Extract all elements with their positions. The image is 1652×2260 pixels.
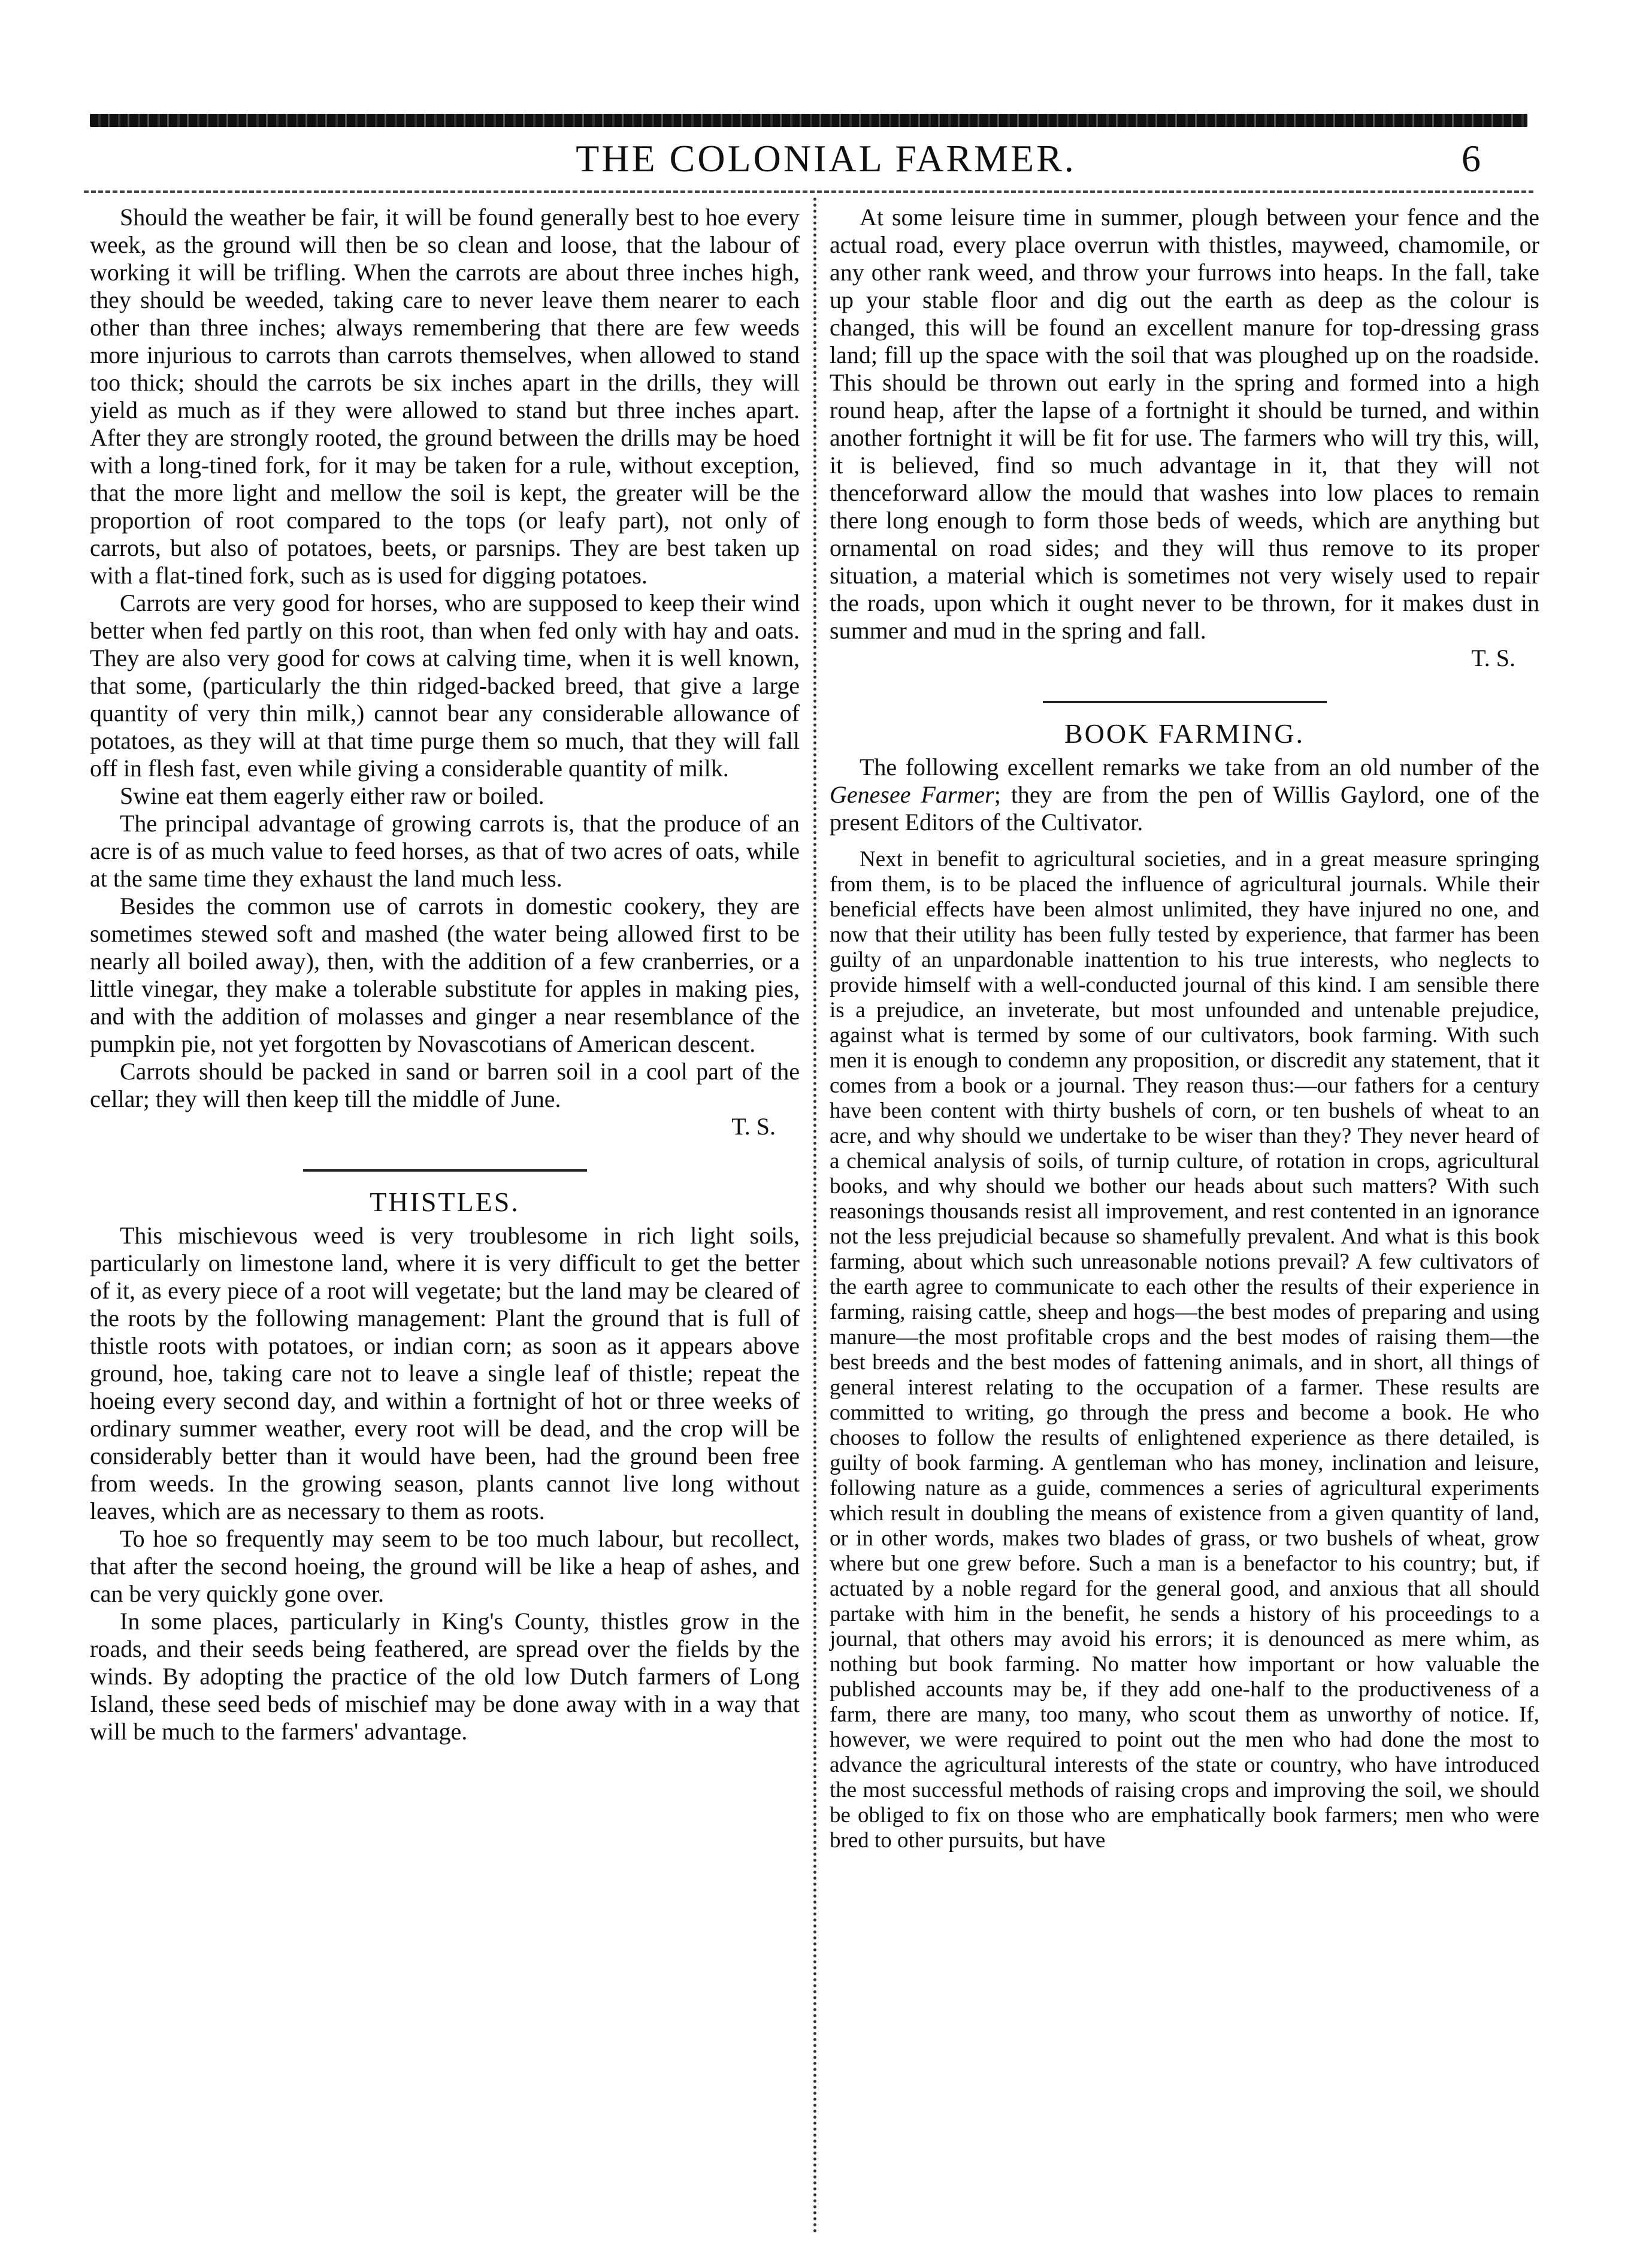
- thistles-article: [90, 1188, 800, 1745]
- carrots-article: [90, 204, 800, 1140]
- paragraph: In some places, particularly in King's County, thistles grow in the roads, and their seeds being feathered, are spread over the fields by the winds. By adopting the practice of the old low Dutch farmers of Long Island, these seed beds of mischief may be done away with in a way that will be much to the farmers' advantage.: [90, 1608, 800, 1745]
- publication-name: Genesee Farmer: [830, 781, 994, 808]
- section-heading: BOOK FARMING.: [1064, 718, 1305, 749]
- header-divider: [84, 190, 1533, 193]
- intro-text: The following excellent remarks we take from an old number of the: [860, 754, 1539, 780]
- section-separator: [1043, 701, 1327, 703]
- right-column: [830, 204, 1539, 1853]
- paragraph: This mischievous weed is very troublesome in rich light soils, particularly on limestone land, where it is very difficult to get the better of it, as every piece of a root will vegetate; but the land may be cleared of the roots by the following management: Plant the ground that is full of thistle roots with potatoes, or indian corn; as soon as it appears above ground, hoe, taking care not to leave a single leaf of thistle; repeat the hoeing every second day, and within a fortnight of hot or three weeks of ordinary summer weather, every root will be dead, and the crop will be considerably better than it would have been, had the ground been free from weeds. In the growing season, plants cannot live long without leaves, which are as necessary to them as roots.: [90, 1222, 800, 1524]
- column-divider: [813, 198, 816, 2234]
- section-heading: THISTLES.: [370, 1187, 520, 1217]
- paragraph: Should the weather be fair, it will be found generally best to hoe every week, as the ground will then be so clean and loose, that the labour of working it will be trifling. When the carrots are about three inches high, they should be weeded, taking care to never leave them nearer to each other than three inches; always remembering that there are few weeds more injurious to carrots than carrots themselves, when allowed to stand too thick; should the carrots be six inches apart in the drills, they will yield as much as if they were allowed to stand but three inches apart. After they are strongly rooted, the ground between the drills may be hoed with a long-tined fork, for it may be taken for a rule, without exception, that the more light and mellow the soil is kept, the greater will be the proportion of root compared to the tops (or leafy part), not only of carrots, but also of potatoes, beets, or parsnips. They are best taken up with a flat-tined fork, such as is used for digging potatoes.: [90, 204, 800, 589]
- paragraph: At some leisure time in summer, plough between your fence and the actual road, every place overrun with thistles, mayweed, chamomile, or any other rank weed, and throw your furrows into heaps. In the fall, take up your stable floor and dig out the earth as deep as the colour is changed, this will be found an excellent manure for top-dressing grass land; fill up the space with the soil that was ploughed up on the roadside. This should be thrown out early in the spring and formed into a high round heap, after the lapse of a fortnight it should be turned, and within another fortnight it will be fit for use. The farmers who will try this, will, it is believed, find so much advantage in it, that they will not thenceforward allow the mould that washes into low places to remain there long enough to form those beds of weeds, which are anything but ornamental on road sides; and they will thus remove to its proper situation, a material which is sometimes not very wisely used to repair the roads, upon which it ought never to be thrown, for it makes dust in summer and mud in the spring and fall.: [830, 204, 1539, 644]
- paragraph: The principal advantage of growing carrots is, that the produce of an acre is of as much value to feed horses, as that of two acres of oats, while at the same time they exhaust the land much less.: [90, 810, 800, 892]
- thistles-continued: [830, 204, 1539, 672]
- left-column: [90, 204, 800, 1745]
- paragraph: To hoe so frequently may seem to be too much labour, but recollect, that after the second hoeing, the ground will be like a heap of ashes, and can be very quickly gone over.: [90, 1525, 800, 1607]
- intro-text: ; they are from the pen of Willis Gaylord, one of the present Editors of the Cultivator.: [830, 781, 1540, 836]
- paragraph: Carrots should be packed in sand or barren soil in a cool part of the cellar; they will then keep till the middle of June.: [90, 1058, 800, 1112]
- author-signature: T. S.: [1471, 645, 1515, 671]
- header-decorative-rule: [90, 114, 1527, 127]
- page-number: 6: [1462, 137, 1481, 180]
- paragraph: Besides the common use of carrots in domestic cookery, they are sometimes stewed soft and mashed (the water being allowed first to be nearly all boiled away), then, with the addition of a few cranberries, or a little vinegar, they make a tolerable substitute for apples in making pies, and with the addition of molasses and ginger a near resemblance of the pumpkin pie, not yet forgotten by Novascotians of American descent.: [90, 892, 800, 1057]
- article-body: Next in benefit to agricultural societies, and in a great measure springing from them, is to be placed the influence of agricultural journals. While their beneficial effects have been almost unlimited, they have injured no one, and now that their utility has been fully tested by experience, that farmer has been guilty of an unpardonable inattention to his true interests, who neglects to provide himself with a well-conducted journal of this kind. I am sensible there is a prejudice, an inveterate, but most unfounded and untenable prejudice, against what is termed by some of our cultivators, book farming. With such men it is enough to condemn any proposition, or discredit any statement, that it comes from a book or a journal. They reason thus:—our fathers for a century have been content with thirty bushels of corn, or ten bushels of wheat to an acre, and why should we undertake to be wiser than they? They never heard of a chemical analysis of soils, of turnip culture, of rotation in crops, agricultural books, and why should we bother our heads about such matters? With such reasonings thousands resist all improvement, and rest contented in an ignorance not the less prejudicial because so shamefully prevalent. And what is this book farming, about which such unreasonable notions prevail? A few cultivators of the earth agree to communicate to each other the results of their experience in farming, raising cattle, sheep and hogs—the best modes of preparing and using manure—the most profitable crops and the best modes of raising them—the best breeds and the best modes of fattening animals, and in short, all things of general interest relating to the occupation of a farmer. These results are committed to writing, go through the press and become a book. He who chooses to follow the results of enlightened experience as there detailed, is guilty of book farming. A gentleman who has money, inclination and leisure, following nature as a guide, commences a series of agricultural experiments which result in doubling the means of existence from a given quantity of land, or in other words, makes two blades of grass, or two bushels of wheat, grow where but one grew before. Such a man is a benefactor to his country; but, if actuated by a noble regard for the general good, and anxious that all should partake with him in the benefit, he sends a history of his proceedings to a journal, that others may avoid his errors; it is denounced as mere whim, as nothing but book farming. No matter how important or how valuable the published accounts may be, if they add one-half to the productiveness of a farm, there are many, too many, who scout them as unworthy of notice. If, however, we were required to point out the men who had done the most to advance the agricultural interests of the state or country, who have introduced the most successful methods of raising crops and improving the soil, we should be obliged to fix on those who are emphatically book farmers; men who were bred to other pursuits, but have: [830, 847, 1539, 1853]
- author-signature: T. S.: [731, 1113, 776, 1140]
- section-separator: [303, 1169, 587, 1172]
- book-farming-article: [830, 720, 1539, 1853]
- paragraph: Swine eat them eagerly either raw or boiled.: [120, 782, 544, 809]
- page-title: THE COLONIAL FARMER.: [576, 137, 1076, 180]
- article-intro: [830, 754, 1539, 836]
- paragraph: Carrots are very good for horses, who are supposed to keep their wind better when fed partly on this root, than when fed only with hay and oats. They are also very good for cows at calving time, when it is well known, that some, (particularly the thin ridged-backed breed, that give a large quantity of very thin milk,) cannot bear any considerable allowance of potatoes, as they will at that time purge them so much, that they will fall off in flesh fast, even while giving a considerable quantity of milk.: [90, 589, 800, 782]
